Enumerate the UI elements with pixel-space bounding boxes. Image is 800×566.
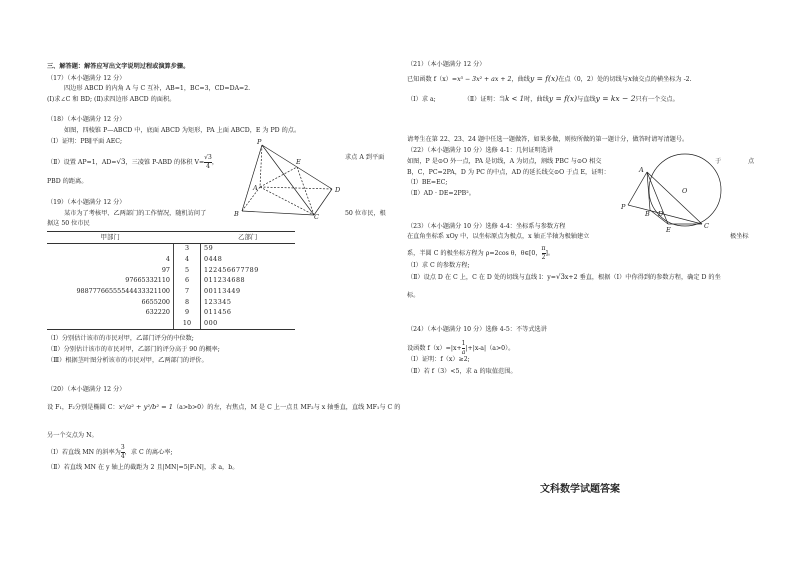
q22-stem-yu: 于	[715, 158, 722, 165]
q23-stem-a: 在直角坐标系 xOy 中，以坐标原点为极点，x 轴正半轴为极轴建立	[407, 233, 590, 240]
q21-curve: y = f(x)	[529, 74, 559, 83]
edge-bc	[242, 211, 314, 215]
q23-stem-b	[407, 245, 554, 262]
label-a: A	[639, 166, 644, 174]
q23-p2-a: （Ⅱ）设点 D 在 C 上，C 在 D 处的切线与直线 l：y=	[407, 274, 556, 281]
label-e: E	[296, 158, 301, 166]
q22-p1: （Ⅰ）BE=EC;	[407, 179, 448, 186]
label-o: O	[682, 187, 688, 195]
edge-ae	[260, 167, 297, 187]
table-cell: 6	[174, 276, 201, 287]
q21-stem-c: 在点（0，2）处的切线与	[558, 76, 628, 83]
table-cell: 10	[174, 319, 201, 330]
q17-stem: 四边形 ABCD 的内角 A 与 C 互补，AB=1，BC=3，CD=DA=2.	[64, 85, 251, 92]
q18-header: （18）（本小题满分 12 分）	[47, 116, 126, 123]
table-cell: 4	[47, 254, 174, 265]
q17-header: （17）（本小题满分 12 分）	[47, 75, 126, 82]
table-row	[47, 254, 295, 265]
table-cell: 122456677789	[204, 265, 259, 274]
table-cell: 6655200	[47, 297, 174, 308]
q24-stem-b: |+|x-a|（a>0）。	[465, 345, 515, 352]
q23-p2-b: x+2 垂直，根据（Ⅰ）中你得到的参数方程，确定 D 的坐	[564, 274, 721, 281]
section-heading: 三、解答题：解答应写出文字说明过程或演算步骤。	[47, 63, 190, 70]
q24-p2: （Ⅱ）若 f（3）<5，求 a 的取值范围。	[407, 368, 517, 375]
q18-part2	[47, 154, 218, 171]
table-cell: 00113449	[204, 286, 241, 295]
table-cell: 8	[174, 297, 201, 308]
q19-stem-b: 50 位市民，根	[345, 210, 386, 217]
q22-stem-a: 如图，P 是⊙O 外一点，PA 是切线，A 为切点，割线 PBC 与⊙O 相交	[407, 158, 602, 165]
chord-ac	[647, 172, 702, 224]
q21-p2-d: 只有一个交点。	[635, 96, 679, 103]
table-row	[47, 276, 295, 287]
choose-notice: 请考生在第 22、23、24 题中任选一题做答，如果多做，则按所做的第一题计分，做答时请写清题号。	[407, 136, 689, 143]
q21-stem	[407, 74, 692, 83]
q17-parts: (Ⅰ)求∠C 和 BD; (Ⅱ)求四边形 ABCD 的面积。	[47, 96, 176, 103]
q20-header: （20）（本小题满分 12 分）	[47, 386, 126, 393]
table-cell: 0448	[204, 254, 223, 263]
label-p: P	[257, 138, 262, 146]
table-cell	[47, 319, 174, 330]
table-cell: 011456	[204, 308, 232, 317]
q20-p1-a: （Ⅰ）若直线 MN 的斜率为	[47, 449, 121, 456]
q23-p1: （Ⅰ）求 C 的参数方程;	[407, 262, 470, 269]
table-row	[47, 243, 295, 254]
q21-p1: （Ⅰ）求 a;	[407, 96, 436, 103]
label-b: B	[234, 210, 239, 218]
q18-part2-end: PBD 的距离。	[47, 178, 88, 185]
q19-stem-a: 某市为了考核甲、乙两部门的工作情况，随机访问了	[64, 210, 207, 217]
q24-stem-a: 设函数 f（x）=|x+	[407, 345, 462, 352]
q23-stem-b-c: ]。	[545, 250, 555, 257]
table-cell: 98877766555544433321100	[47, 286, 174, 297]
q21-p2-c: 与直线	[577, 96, 596, 103]
circle-figure	[620, 150, 725, 235]
table-cell: 011234688	[204, 276, 246, 285]
q24-header: （24）（本小题满分 10 分）选修 4-5：不等式选讲	[407, 326, 547, 333]
pyramid-figure	[232, 137, 352, 219]
q21-header: （21）（本小题满分 12 分）	[407, 61, 486, 68]
q20-p2: （Ⅱ）若直线 MN 在 y 轴上的截距为 2 且|MN|=5|F₁N|，求 a，b。	[47, 464, 239, 471]
q20-ellipse-eq: x²/a² + y²/b² = 1	[118, 403, 173, 411]
table-row	[47, 265, 295, 276]
q22-stem-b: B，C，PC=2PA，D 为 PC 的中点，AD 的延长线交⊙O 于点 E，证明：	[407, 169, 610, 176]
q23-p2	[407, 273, 721, 281]
table-cell: 9	[174, 308, 201, 319]
q18-part2-right: 求点 A 到平面	[345, 154, 385, 161]
table-cell: 97665332110	[47, 276, 174, 287]
table-row	[47, 308, 295, 319]
q18-stem: 如图，四棱锥 P—ABCD 中，底面 ABCD 为矩形，PA 上面 ABCD，E 为 PD 的点。	[64, 127, 301, 134]
q18-volume-fraction	[204, 154, 212, 171]
q18-part2-c: ，	[211, 159, 218, 166]
q20-p1	[47, 444, 173, 461]
table-cell	[47, 243, 174, 254]
label-e: E	[666, 226, 671, 234]
q19-p2: （Ⅱ）分别估计该市的市民对甲，乙部门的评分高于 90 的概率;	[47, 346, 220, 353]
edge-pc	[262, 145, 314, 215]
q21-line: y = kx − 2	[595, 94, 636, 103]
table-head-stem	[174, 232, 201, 244]
q18-frac-num: √3	[204, 154, 212, 161]
label-c: C	[704, 222, 709, 230]
q18-frac-den: 4	[206, 163, 210, 170]
table-cell: 123345	[204, 297, 232, 306]
q22-stem-dian: 点	[748, 158, 755, 165]
label-c: C	[314, 213, 319, 219]
stem-leaf-table	[47, 231, 295, 330]
q24-stem	[407, 340, 514, 357]
q19-p3: （Ⅲ）根据茎叶图分析该市的市民对甲，乙两部门的评价。	[47, 357, 208, 364]
q24-p1: （Ⅰ）证明：f（x）≥2;	[407, 356, 470, 363]
table-row	[47, 297, 295, 308]
secant-pbc	[628, 205, 702, 224]
table-row	[47, 286, 295, 297]
q20-stem-line	[47, 404, 400, 412]
q18-part2-a: （Ⅱ）设置 AP=1，AD=	[47, 159, 117, 166]
q20-stem-a: 设 F₁，F₂分别是椭圆 C：	[47, 404, 119, 411]
q24-frac-den: a	[461, 349, 466, 356]
q21-p2-a: （Ⅱ）证明：当	[463, 96, 506, 103]
table-cell: 000	[201, 319, 296, 330]
q21-p2-b: 时，曲线	[524, 96, 549, 103]
table-cell: 97	[47, 265, 174, 276]
label-p: P	[621, 203, 626, 211]
q20-stem-b: （a>b>0）的左，右焦点，M 是 C 上一点且 MF₂与 x 轴垂直，直线 MF₁与 C 的	[172, 404, 401, 411]
q21-axis: x	[627, 74, 633, 83]
label-d: D	[658, 210, 664, 218]
q20-frac-den: 4	[120, 453, 125, 460]
q21-curve2: y = f(x)	[548, 94, 578, 103]
q18-part2-b: ，三凌锥 P-ABD 的体积 V=	[125, 159, 205, 166]
q20-frac-num: 3	[120, 444, 125, 451]
q23-stem-b-a: 系，半圆 C 的极坐标方程为 ρ=2cos θ，θ∈[0，	[407, 250, 542, 257]
q23-header: （23）（本小题满分 10 分）选修 4-4：坐标系与参数方程	[407, 223, 566, 230]
edge-cd	[314, 189, 332, 215]
q23-sqrt3: √3	[556, 273, 565, 281]
table-row	[47, 319, 295, 330]
q21-stem-a: 已知函数 f（x）=	[407, 76, 458, 83]
table-cell: 5	[174, 265, 201, 276]
q20-p1-b: ，求 C 的离心率;	[124, 449, 173, 456]
table-cell: 7	[174, 286, 201, 297]
q21-stem-d: 轴交点的横坐标为 -2.	[632, 76, 692, 83]
label-a: A	[253, 184, 258, 192]
edge-ec	[297, 167, 314, 215]
q22-header: （22）（本小题满分 10 分）选修 4-1：几何证明选讲	[407, 147, 554, 154]
table-cell: 59	[204, 244, 214, 253]
q23-p2-c: 标。	[407, 292, 420, 299]
q18-sqrt3: √3	[116, 158, 126, 166]
table-head-yi: 乙部门	[201, 232, 296, 244]
q23-stem-right: 极坐标	[730, 233, 749, 240]
q21-stem-b: ，曲线	[511, 76, 530, 83]
label-b: B	[645, 210, 650, 218]
q19-stem-c: 据这 50 位市民	[47, 220, 90, 227]
tangent-pa	[628, 172, 647, 205]
answer-title: 文科数学试题答案	[540, 484, 620, 495]
q21-expr: x³ − 3x² + ax + 2	[457, 76, 512, 83]
q20-stem-c: 另一个交点为 N。	[47, 432, 98, 439]
q19-header: （19）（本小题满分 12 分）	[47, 199, 126, 206]
table-cell: 3	[174, 243, 201, 254]
table-head-jia: 甲部门	[47, 232, 174, 244]
q24-frac-num: 1	[461, 340, 466, 347]
q21-parts	[407, 94, 679, 103]
q18-part1: （Ⅰ）证明：PB∥平面 AEC;	[47, 138, 123, 145]
table-cell: 4	[174, 254, 201, 265]
q22-p2: （Ⅱ）AD · DE=2PB²。	[407, 190, 475, 197]
label-d: D	[335, 186, 341, 194]
table-cell: 632220	[47, 308, 174, 319]
q23-frac-num: π	[541, 245, 546, 252]
q23-frac-den: 2	[541, 254, 546, 261]
table-header-row	[47, 232, 295, 244]
edge-ad	[260, 187, 332, 189]
q19-p1: （Ⅰ）分别估计该市的市民对甲，乙部门评分的中位数;	[47, 335, 194, 342]
q21-cond: k < 1	[505, 95, 525, 103]
edge-pb	[242, 145, 262, 211]
